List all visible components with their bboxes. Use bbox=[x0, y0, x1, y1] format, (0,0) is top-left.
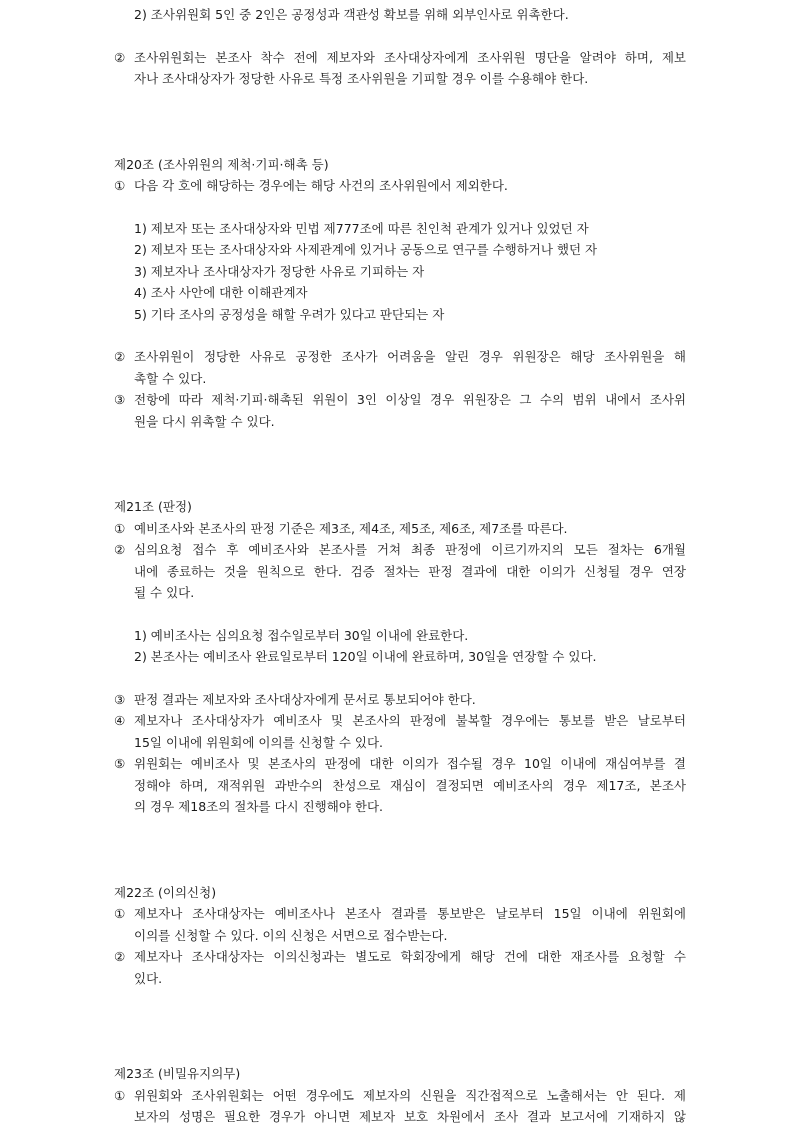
clause-number: ② bbox=[114, 949, 126, 964]
sub-clause: 5) 기타 조사의 공정성을 해할 우려가 있다고 판단되는 자 bbox=[134, 306, 445, 322]
clause-text: 제보자나 조사대상자는 예비조사나 본조사 결과를 통보받은 날로부터 15일 이내에 위원회에 bbox=[134, 906, 686, 921]
clause-item bbox=[114, 689, 686, 711]
clause-number: ① bbox=[114, 520, 126, 536]
clause-text: 예비조사와 본조사의 판정 기준은 제3조, 제4조, 제5조, 제6조, 제7조를 따른다. bbox=[134, 520, 568, 536]
clause-number: ② bbox=[114, 542, 126, 557]
clause-number: ② bbox=[114, 49, 126, 65]
clause-text: 조사위원회는 본조사 착수 전에 제보자와 조사대상자에게 조사위원 명단을 알려야 하며, 제보 bbox=[134, 49, 686, 65]
sub-clause: 3) 제보자나 조사대상자가 정당한 사유로 기피하는 자 bbox=[134, 263, 425, 279]
article-title: 제22조 (이의신청) bbox=[114, 884, 217, 900]
clause-text: 있다. bbox=[134, 970, 163, 986]
clause-text: 심의요청 접수 후 예비조사와 본조사를 거쳐 최종 판정에 이르기까지의 모든 절차는 6개월 bbox=[134, 542, 686, 557]
clause-item bbox=[114, 946, 686, 989]
clause-item bbox=[114, 753, 686, 818]
clause-text: 보자의 성명은 필요한 경우가 아니면 제보자 보호 차원에서 조사 결과 보고서에 기재하지 않 bbox=[134, 1109, 686, 1124]
sub-clause: 2) 본조사는 예비조사 완료일로부터 120일 이내에 완료하며, 30일을 연장할 수 있다. bbox=[134, 649, 597, 664]
clause-item bbox=[114, 47, 686, 90]
clause-item bbox=[114, 903, 686, 946]
article-title: 제20조 (조사위원의 제척·기피·해촉 등) bbox=[114, 156, 329, 172]
sub-clause: 4) 조사 사안에 대한 이해관계자 bbox=[134, 285, 308, 300]
clause-text: 의 경우 제18조의 절차를 다시 진행해야 한다. bbox=[134, 799, 383, 814]
clause-item bbox=[114, 346, 686, 389]
clause-number: ④ bbox=[114, 713, 126, 728]
article-title: 제23조 (비밀유지의무) bbox=[114, 1066, 241, 1081]
clause-text: 조사위원이 정당한 사유로 공정한 조사가 어려움을 알린 경우 위원장은 해당 조사위원을 해 bbox=[134, 349, 686, 364]
clause-text: 위원회와 조사위원회는 어떤 경우에도 제보자의 신원을 직간접적으로 노출해서는 안 된다. 제 bbox=[134, 1087, 686, 1103]
clause-number: ① bbox=[114, 906, 126, 921]
clause-number: ③ bbox=[114, 691, 126, 707]
clause-text: 내에 종료하는 것을 원칙으로 한다. 검증 절차는 판정 결과에 대한 이의가 신청될 경우 연장 bbox=[134, 563, 686, 579]
clause-item bbox=[114, 539, 686, 604]
clause-item bbox=[114, 518, 686, 540]
clause-item bbox=[114, 389, 686, 432]
clause-number: ① bbox=[114, 1087, 126, 1103]
clause-number: ③ bbox=[114, 392, 126, 407]
clause-text: 제보자나 조사대상자는 이의신청과는 별도로 학회장에게 해당 건에 대한 재조사를 요청할 수 bbox=[134, 949, 686, 964]
clause-text: 이의를 신청할 수 있다. 이의 신청은 서면으로 접수받는다. bbox=[134, 927, 448, 943]
clause-text: 될 수 있다. bbox=[134, 585, 195, 600]
clause-text: 다음 각 호에 해당하는 경우에는 해당 사건의 조사위원에서 제외한다. bbox=[134, 178, 508, 193]
clause-text: 정해야 하며, 재적위원 과반수의 찬성으로 재심이 결정되면 예비조사의 경우 제17조, 본조사 bbox=[134, 777, 686, 793]
clause-text: 제보자나 조사대상자가 예비조사 및 본조사의 판정에 불복할 경우에는 통보를 받은 날로부터 bbox=[134, 713, 686, 728]
clause-text: 원을 다시 위촉할 수 있다. bbox=[134, 413, 275, 429]
clause-item bbox=[114, 1085, 686, 1128]
clause-text: 전항에 따라 제척·기피·해촉된 위원이 3인 이상일 경우 위원장은 그 수의 범위 내에서 조사위 bbox=[134, 392, 686, 407]
clause-text: 위원회는 예비조사 및 본조사의 판정에 대한 이의가 접수될 경우 10일 이내에 재심여부를 결 bbox=[134, 756, 686, 771]
clause-text: 판정 결과는 제보자와 조사대상자에게 문서로 통보되어야 한다. bbox=[134, 691, 476, 707]
clause-number: ② bbox=[114, 349, 126, 364]
sub-clause: 2) 제보자 또는 조사대상자와 사제관계에 있거나 공동으로 연구를 수행하거나 했던 자 bbox=[134, 242, 598, 257]
clause-text: 촉할 수 있다. bbox=[134, 370, 207, 386]
sub-clause: 1) 예비조사는 심의요청 접수일로부터 30일 이내에 완료한다. bbox=[134, 627, 469, 643]
clause-text: 자나 조사대상자가 정당한 사유로 특정 조사위원을 기피할 경우 이를 수용해야 한다. bbox=[134, 71, 589, 86]
clause-item bbox=[114, 175, 686, 197]
sub-clause: 1) 제보자 또는 조사대상자와 민법 제777조에 따른 친인척 관계가 있거나 있었던 자 bbox=[134, 220, 589, 236]
clause-number: ① bbox=[114, 178, 126, 193]
document-page bbox=[114, 0, 686, 1128]
sub-clause: 2) 조사위원회 5인 중 2인은 공정성과 객관성 확보를 위해 외부인사로 위촉한다. bbox=[134, 7, 569, 22]
clause-text: 15일 이내에 위원회에 이의를 신청할 수 있다. bbox=[134, 734, 383, 750]
clause-item bbox=[114, 710, 686, 753]
article-title: 제21조 (판정) bbox=[114, 499, 192, 514]
clause-number: ⑤ bbox=[114, 756, 126, 771]
